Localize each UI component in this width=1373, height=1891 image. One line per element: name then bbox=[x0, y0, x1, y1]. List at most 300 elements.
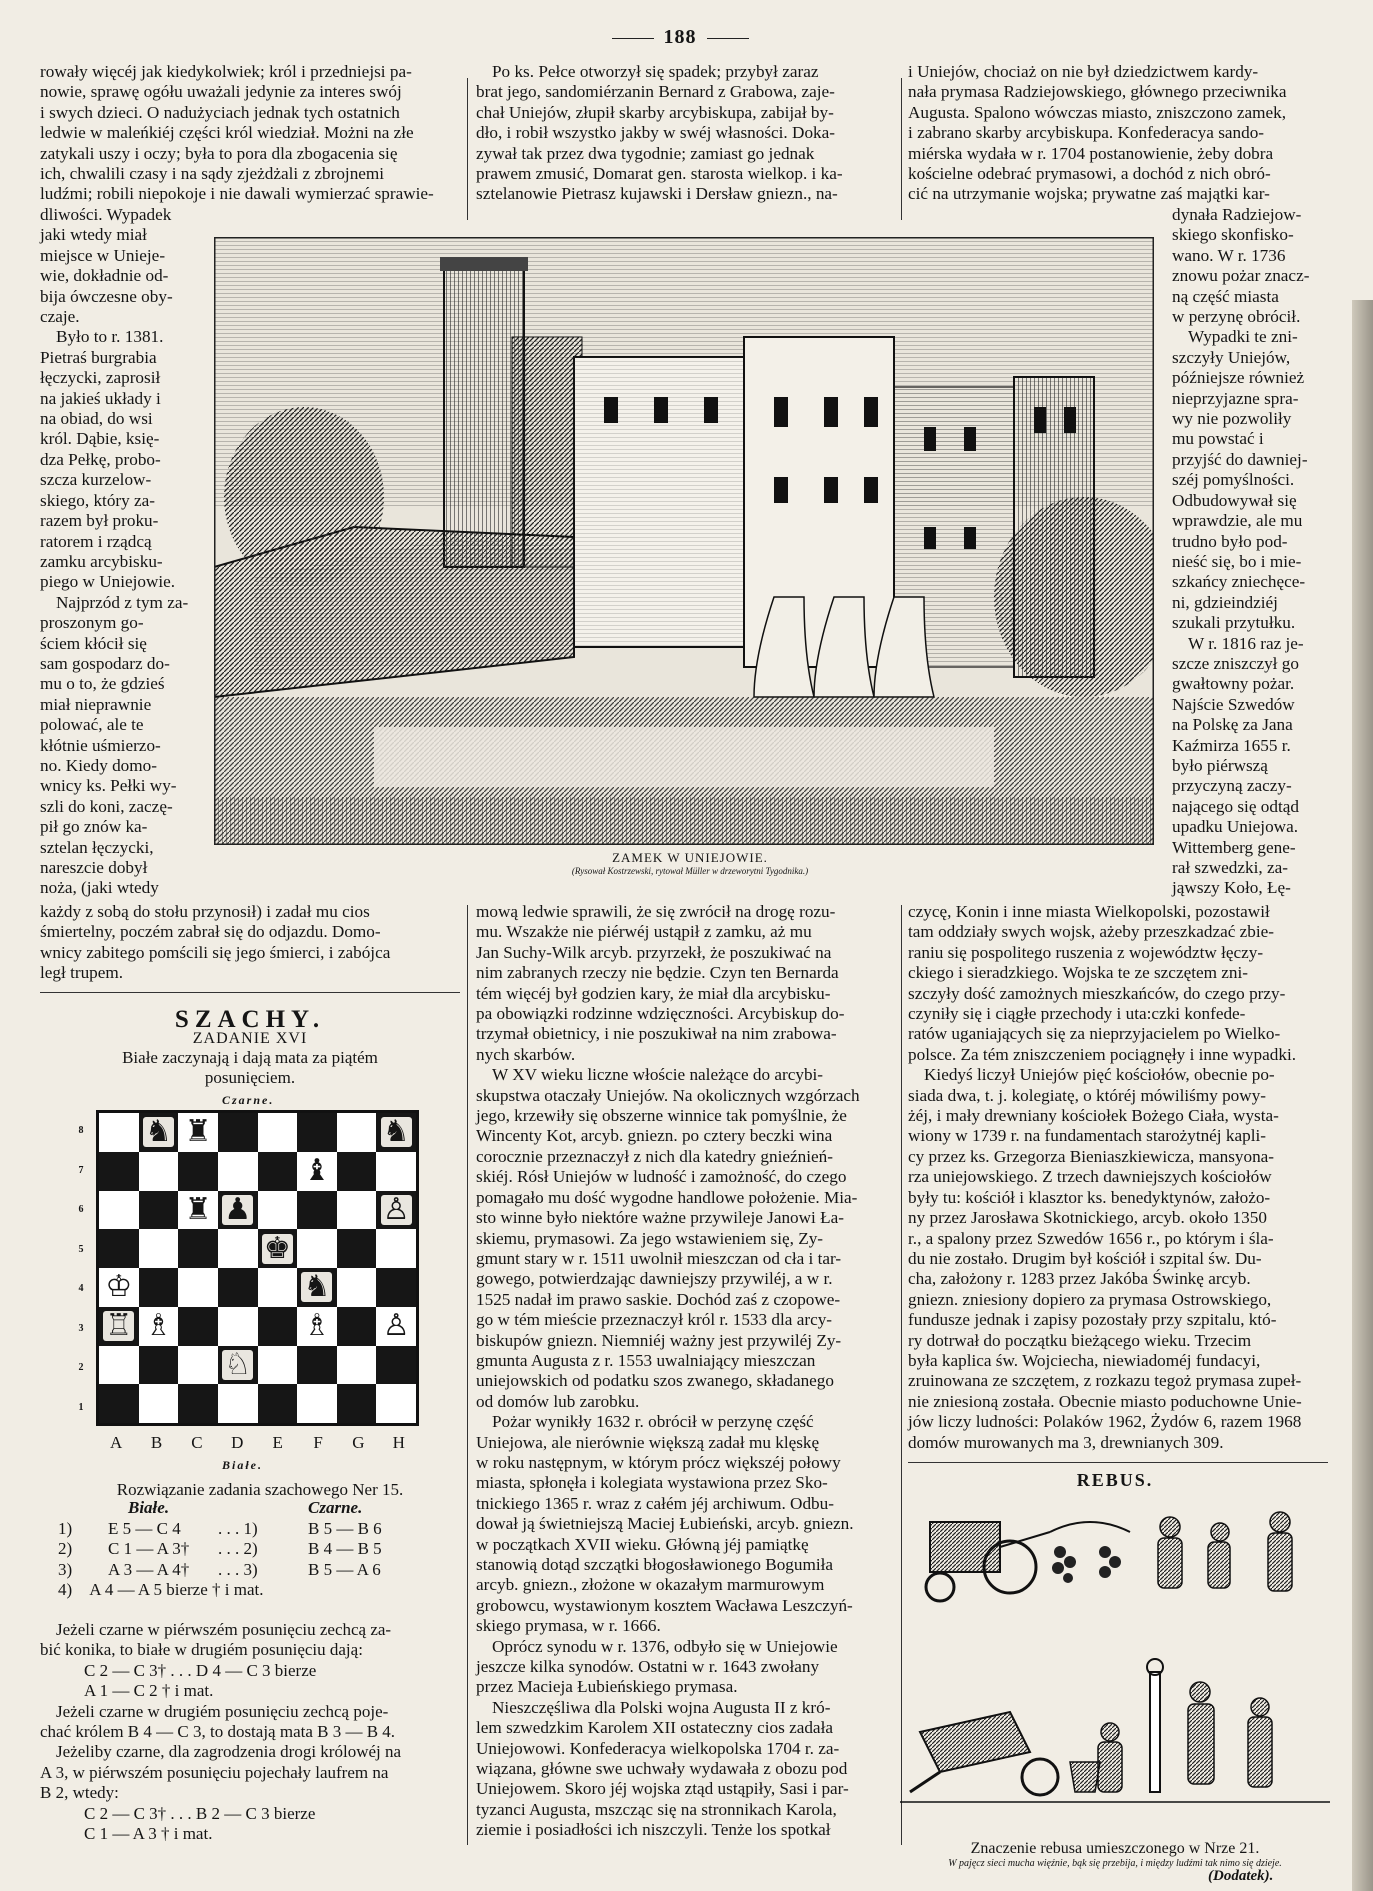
board-square bbox=[178, 1346, 218, 1385]
text-line: pa obowiązki rodzinne wdzięczności. Arcybiskup do- bbox=[476, 1004, 845, 1024]
text-line: ledwie w maleńkiéj części król wiedział. Możni na złe bbox=[40, 123, 414, 143]
text-line: razem był proku- bbox=[40, 511, 159, 531]
board-square bbox=[297, 1229, 337, 1268]
board-square bbox=[218, 1152, 258, 1191]
board-square bbox=[139, 1268, 179, 1307]
text-line: na jakieś układy i bbox=[40, 388, 161, 408]
left-narrow-column bbox=[40, 205, 206, 899]
text-line: nim zabranych rzeczy nie będzie. Czyn ten Bernarda bbox=[476, 963, 839, 983]
text-line: tyzanci Augusta, mszcząc się na stronnikach Karola, bbox=[476, 1799, 837, 1819]
text-line: mu o to, że gdzieś bbox=[40, 674, 165, 694]
move-row bbox=[58, 1519, 458, 1540]
board-square bbox=[218, 1113, 258, 1152]
text-line: czaje. bbox=[40, 307, 80, 327]
rank-label: 4 bbox=[78, 1283, 84, 1294]
text-line: dza Pełkę, probo- bbox=[40, 449, 161, 469]
text-line: śmiertelny, poczém zabrał się do odjazdu. Domo- bbox=[40, 922, 381, 942]
text-line: skiego, który za- bbox=[40, 490, 156, 510]
top-column-right bbox=[908, 62, 1326, 205]
right-narrow-column bbox=[1172, 205, 1328, 899]
text-line: szukali przytułku. bbox=[1172, 613, 1296, 633]
text-line: 1525 nadał im prawo saskie. Dochód zaś z czopowe- bbox=[476, 1289, 841, 1309]
text-line: mu. Wszakże nie piérwéj ustąpił z zamku, aż mu bbox=[476, 922, 812, 942]
chess-piece: ♗ bbox=[144, 1309, 172, 1343]
move-cell: B 4 — B 5 bbox=[308, 1539, 382, 1558]
file-label: H bbox=[392, 1433, 405, 1452]
board-square bbox=[178, 1191, 218, 1230]
board-square bbox=[258, 1229, 298, 1268]
board-square bbox=[99, 1229, 139, 1268]
text-line: ni, gdzieindziéj bbox=[1172, 592, 1278, 612]
text-line: skupstwa otaczały Uniejów. Na okolicznych wzgórzach bbox=[476, 1085, 860, 1105]
chess-piece: ♚ bbox=[263, 1231, 291, 1265]
move-cell: B 5 — B 6 bbox=[308, 1518, 382, 1538]
chess-piece: ♔ bbox=[105, 1270, 133, 1304]
text-line: przyczyną zaczy- bbox=[1172, 776, 1292, 796]
text-line: ziemie i posiadłości ich niszczyli. Tenże los spotkał bbox=[476, 1820, 831, 1840]
board-square bbox=[297, 1191, 337, 1230]
engraving-credit: (Rysował Kostrzewski, rytował Müller w drzeworytni Tygodnika.) bbox=[571, 866, 809, 876]
text-line: biskupów gniezn. Niemniéj ważny jest przywiléj Zy- bbox=[476, 1330, 842, 1350]
chess-problem-number: ZADANIE XVI bbox=[192, 1030, 308, 1047]
chess-piece: ♟ bbox=[224, 1192, 252, 1226]
board-square bbox=[218, 1384, 258, 1423]
board-square bbox=[218, 1268, 258, 1307]
board-square bbox=[258, 1346, 298, 1385]
text-line: Kiedyś liczył Uniejów pięć kościołów, obecnie po- bbox=[924, 1065, 1275, 1085]
move-cell: . . . 2) bbox=[218, 1539, 258, 1558]
board-square bbox=[258, 1268, 298, 1307]
text-line: mu powstać i bbox=[1172, 429, 1264, 449]
rank-label: 8 bbox=[78, 1125, 84, 1136]
right-column bbox=[908, 902, 1328, 1453]
text-line: chał Uniejów, złupił skarby arcybiskupa, zabijał by- bbox=[476, 102, 834, 122]
text-line: znowu pożar znacz- bbox=[1172, 266, 1310, 286]
text-line: skiemu, prymasowi. Za jego wstawieniem się, Zy- bbox=[476, 1228, 824, 1248]
text-line: Pietraś burgrabia bbox=[40, 347, 157, 367]
board-square bbox=[218, 1346, 258, 1385]
column-rule bbox=[467, 78, 468, 220]
text-line: cić na utrzymanie wojska; prywatne zaś majątki kar- bbox=[908, 184, 1270, 204]
move-cell bbox=[371, 1580, 459, 1601]
board-square bbox=[178, 1268, 218, 1307]
text-line: nającego się odtąd bbox=[1172, 796, 1299, 816]
text-line: Wittemberg gene- bbox=[1172, 837, 1296, 857]
text-line: trzymał obietnicy, i nie poszukiwał na nim zrabowa- bbox=[476, 1024, 837, 1044]
rebus-illustration bbox=[900, 1492, 1330, 1837]
middle-column bbox=[476, 902, 898, 1841]
board-square bbox=[297, 1113, 337, 1152]
solution-note-line: B 2, wtedy: bbox=[40, 1783, 119, 1803]
text-line: czycę, Konin i inne miasta Wielkopolski, pozostawił bbox=[908, 902, 1270, 921]
board-square bbox=[99, 1268, 139, 1307]
text-line: jaki wtedy miał bbox=[40, 225, 147, 245]
chess-problem-description bbox=[60, 1048, 440, 1088]
text-line: tam oddziały swych wojsk, ażeby przeszkadzać zbie- bbox=[908, 922, 1275, 942]
rank-label: 7 bbox=[78, 1164, 84, 1176]
board-square bbox=[258, 1384, 298, 1423]
text-line: gniezn. zniesiony dopiero za prymasa Ostrowskiego, bbox=[908, 1289, 1272, 1309]
text-line: wano. W r. 1736 bbox=[1172, 245, 1286, 265]
chess-piece: ♞ bbox=[144, 1115, 172, 1149]
board-square bbox=[258, 1191, 298, 1230]
text-line: ny przez Jarosława Skotnickiego, arcyb. około 1350 bbox=[908, 1208, 1267, 1228]
text-line: kościelne odebrać prymasowi, a dochód z nich obró- bbox=[908, 164, 1271, 184]
text-line: brat jego, sandomiérzanin Bernard z Grabowa, zaje- bbox=[476, 82, 835, 102]
board-square bbox=[258, 1307, 298, 1346]
file-label: F bbox=[313, 1433, 323, 1452]
white-side-label: Białe. bbox=[222, 1458, 263, 1472]
file-label: C bbox=[191, 1433, 203, 1452]
board-square bbox=[139, 1229, 179, 1268]
white-header: Białe. bbox=[128, 1498, 170, 1517]
board-square bbox=[337, 1346, 377, 1385]
text-line: ich, chwalili czasy i na sądy zjeżdżali z zbrojnemi bbox=[40, 164, 385, 184]
text-line: no. Kiedy domo- bbox=[40, 755, 157, 775]
chess-solution-notes bbox=[40, 1620, 462, 1844]
board-square bbox=[376, 1152, 416, 1191]
text-line: raniu się pospolitego ruszenia z województw łęczy- bbox=[908, 942, 1264, 962]
board-square bbox=[99, 1346, 139, 1385]
top-column-left bbox=[40, 62, 460, 205]
board-square bbox=[99, 1191, 139, 1230]
text-line: legł trupem. bbox=[40, 963, 124, 983]
chess-piece: ♜ bbox=[184, 1115, 212, 1149]
chess-piece: ♙ bbox=[382, 1192, 410, 1226]
text-line: było piérwszą bbox=[1172, 755, 1268, 775]
text-line: Uniejowowi. Konfederacya wielkopolska 1704 r. za- bbox=[476, 1738, 840, 1758]
text-line: rza uniejowskiego. Z trzech dawniejszych kościołów bbox=[908, 1167, 1272, 1187]
text-line: król. Dąbie, księ- bbox=[40, 429, 160, 449]
text-line: wnicy zabitego pomścili się jego śmierci, i zabójca bbox=[40, 942, 391, 962]
solution-note-line: A 1 — C 2 † i mat. bbox=[84, 1681, 214, 1701]
text-line: miérska wydała w r. 1704 postanowienie, żeby dobra bbox=[908, 143, 1274, 163]
text-line: jów liczy ludności: Polaków 1962, Żydów 6, razem 1968 bbox=[908, 1412, 1302, 1432]
moves-header bbox=[58, 1498, 458, 1519]
board-square bbox=[178, 1229, 218, 1268]
board-square bbox=[139, 1307, 179, 1346]
column-rule bbox=[467, 905, 468, 1845]
text-line: wnicy ks. Pełki wy- bbox=[40, 776, 177, 796]
solution-note-line: C 2 — C 3† . . . D 4 — C 3 bierze bbox=[84, 1660, 317, 1680]
text-line: Wincenty Kot, arcyb. gniezn. po cztery beczki wina bbox=[476, 1126, 833, 1146]
solution-note-line: Jeżeli czarne w drugiém posunięciu zechcą poje- bbox=[56, 1701, 389, 1721]
text-line: kłótnie uśmierzo- bbox=[40, 735, 161, 755]
text-line: go w tém mieście przeznaczył król r. 1533 dla arcy- bbox=[476, 1310, 833, 1330]
board-square bbox=[139, 1113, 179, 1152]
text-line: szkańcy zniechęce- bbox=[1172, 572, 1306, 592]
text-line: w perzynę obrócił. bbox=[1172, 307, 1301, 327]
left-column-continuation bbox=[40, 902, 460, 984]
chess-desc-line: posunięciem. bbox=[204, 1068, 296, 1087]
text-line: gowego, potwierdzając dawniejszy przywiléj, a w r. bbox=[476, 1269, 833, 1289]
text-line: W r. 1816 raz je- bbox=[1188, 633, 1304, 653]
text-line: sztelanowie Pietrasz kujawski i Dersław gniezn., na- bbox=[476, 184, 838, 204]
text-line: nieprzyjazne spra- bbox=[1172, 388, 1299, 408]
chess-piece: ♗ bbox=[303, 1309, 331, 1343]
file-label: B bbox=[150, 1433, 163, 1452]
text-line: Było to r. 1381. bbox=[56, 327, 164, 347]
text-line: zywał tak przez dwa tygodnie; zamiast go jednak bbox=[476, 143, 815, 163]
text-line: nała prymasa Radziejowskiego, głównego przeciwnika bbox=[908, 82, 1287, 102]
chess-piece: ♞ bbox=[382, 1115, 410, 1149]
text-line: domów murowanych ma 3, drewnianych 309. bbox=[908, 1432, 1224, 1452]
text-line: upadku Uniejowa. bbox=[1172, 817, 1299, 837]
chess-desc-line: Białe zaczynają i dają mata za piątém bbox=[122, 1048, 378, 1067]
file-label: E bbox=[272, 1433, 283, 1452]
text-line: była kaplica św. Wojciecha, niewiadoméj fundacyi, bbox=[908, 1350, 1261, 1370]
text-line: i Uniejów, chociaż on nie był dziedzictwem kardy- bbox=[908, 62, 1259, 81]
file-label: A bbox=[110, 1433, 123, 1452]
text-line: rowały więcéj jak kiedykolwiek; król i przedniejsi pa- bbox=[40, 62, 412, 81]
castle-engraving bbox=[214, 237, 1154, 845]
text-line: tnickiego 1365 r. wraz z całém jéj archiwum. Odbu- bbox=[476, 1493, 834, 1513]
text-line: Nieszczęśliwa dla Polski wojna Augusta II z kró- bbox=[492, 1697, 831, 1717]
text-line: Najście Szwedów bbox=[1172, 694, 1295, 714]
file-label: G bbox=[352, 1433, 365, 1452]
rank-label: 1 bbox=[78, 1401, 84, 1413]
text-line: na Polskę za Jana bbox=[1172, 715, 1293, 735]
board-square bbox=[337, 1229, 377, 1268]
text-line: w początkach XVII wieku. Główną jéj pamiątkę bbox=[476, 1534, 809, 1554]
text-line: mową ledwie sprawili, że się zwrócił na drogę rozu- bbox=[476, 902, 836, 921]
board-square bbox=[376, 1191, 416, 1230]
text-line: i swych dzieci. O nadużyciach jednak tych ostatnich bbox=[40, 102, 400, 122]
text-line: nowie, sprawę ogółu uważali jedynie za interes swój bbox=[40, 82, 402, 102]
text-line: trudno było pod- bbox=[1172, 531, 1288, 551]
text-line: tém więcéj był godzien kary, że miał dla arcybisku- bbox=[476, 983, 831, 1003]
move-cell: 4) bbox=[58, 1580, 73, 1599]
rank-label: 6 bbox=[78, 1204, 84, 1215]
text-line: Po ks. Pełce otworzył się spadek; przybył zaraz bbox=[492, 62, 819, 81]
rebus-answer: W pajęcz sieci mucha więźnie, bąk się przebija, i między ludźmi tak nimo się dzieje. bbox=[948, 1858, 1282, 1869]
text-line: były tu: kościół i klasztor ks. benedyktynów, założo- bbox=[908, 1187, 1271, 1207]
board-square bbox=[218, 1307, 258, 1346]
file-label: D bbox=[231, 1433, 244, 1452]
text-line: szczyły Uniejów, bbox=[1172, 347, 1291, 367]
rebus-caption: Znaczenie rebusa umieszczonego w Nrze 21. bbox=[970, 1840, 1260, 1857]
chess-piece: ♞ bbox=[303, 1270, 331, 1304]
board-square bbox=[337, 1191, 377, 1230]
text-line: Augusta. Spalono wówczas miasto, zniszczono zamek, bbox=[908, 102, 1287, 122]
solution-note-line: bić konika, to białe w drugiém posunięciu dają: bbox=[40, 1640, 363, 1660]
text-line: polsce. Za tém zniszczeniem pociągnęły i inne wypadki. bbox=[908, 1044, 1297, 1064]
text-line: ry dotrwał do początku bieżącego wieku. Trzecim bbox=[908, 1330, 1252, 1350]
text-line: szli do koni, zaczę- bbox=[40, 796, 173, 816]
text-line: stanowią dotąd szczątki błogosławionego Bogumiła bbox=[476, 1555, 834, 1574]
solution-note-line: C 2 — C 3† . . . B 2 — C 3 bierze bbox=[84, 1803, 316, 1823]
text-line: szcze zniszczył go bbox=[1172, 653, 1299, 673]
text-line: przyjść do dawniej- bbox=[1172, 449, 1308, 469]
text-line: żéj, i mały drewniany kościołek Bożego Ciała, wysta- bbox=[908, 1106, 1279, 1126]
solution-note-line: Jeżeli czarne w piérwszém posunięciu zechcą za- bbox=[56, 1620, 392, 1639]
text-line: dował ją świetniejszą Maciej Łubieński, arcyb. gniezn. bbox=[476, 1514, 854, 1534]
page-number: 188 bbox=[600, 26, 760, 49]
board-square bbox=[99, 1307, 139, 1346]
text-line: corocznie przeznaczył z nich dla katedry gnieźnień- bbox=[476, 1146, 833, 1166]
board-square bbox=[99, 1113, 139, 1152]
text-line: łęczycki, zaprosił bbox=[40, 368, 161, 388]
text-line: arcyb. gniezn., złożone w okazałym marmurowym bbox=[476, 1575, 825, 1595]
text-line: zatykali uszy i oczy; była to pora dla zbogacenia się bbox=[40, 143, 398, 163]
text-line: późniejsze również bbox=[1172, 368, 1305, 388]
board-square bbox=[139, 1346, 179, 1385]
text-line: ludźmi; robili niepokoje i nie dawali wymierzać sprawie- bbox=[40, 184, 434, 204]
text-line: pomagało mu dość wygodne handlowe położenie. Mia- bbox=[476, 1187, 858, 1207]
text-line: r., a spalony przez Szwedów 1656 r., po którym i śla- bbox=[908, 1228, 1274, 1248]
board-square bbox=[337, 1307, 377, 1346]
move-cell: E 5 — C 4 bbox=[108, 1518, 181, 1538]
text-line: proszonym go- bbox=[40, 613, 144, 633]
board-square bbox=[337, 1268, 377, 1307]
chess-piece: ♖ bbox=[105, 1309, 133, 1343]
text-line: Wypadki te zni- bbox=[1188, 327, 1298, 347]
chess-piece: ♙ bbox=[382, 1309, 410, 1343]
board-square bbox=[139, 1191, 179, 1230]
text-line: skiego prymasa, w r. 1666. bbox=[476, 1616, 661, 1636]
column-rule bbox=[901, 78, 902, 220]
text-line: du nie zostało. Drugim był kościół i szpital św. Du- bbox=[908, 1248, 1262, 1268]
solution-note-line: C 1 — A 3 † i mat. bbox=[84, 1824, 213, 1844]
text-line: bija ówczesne oby- bbox=[40, 286, 173, 306]
chess-board bbox=[96, 1110, 419, 1426]
text-line: od domów lub zarobku. bbox=[476, 1391, 640, 1411]
board-square bbox=[376, 1268, 416, 1307]
text-line: miał nieprawnie bbox=[40, 694, 152, 714]
text-line: ratorem i rządcą bbox=[40, 531, 152, 551]
text-line: dynała Radziejow- bbox=[1172, 205, 1302, 224]
text-line: prawem zmusić, Domarat gen. starosta wielkop. i ka- bbox=[476, 164, 843, 184]
text-line: miasta, spłonęła i kolegiata wystawiona przez Sko- bbox=[476, 1473, 828, 1493]
board-square bbox=[376, 1346, 416, 1385]
text-line: cy przez ks. Grzegorza Bieniaszkiewicza, mansyona- bbox=[908, 1146, 1275, 1166]
text-line: wprawdzie, ale mu bbox=[1172, 511, 1303, 531]
chess-solution-title: Rozwiązanie zadania szachowego Ner 15. bbox=[116, 1480, 404, 1499]
rank-label: 3 bbox=[78, 1322, 84, 1334]
text-line: pił go znów ka- bbox=[40, 817, 148, 837]
page-edge-shadow bbox=[1352, 300, 1373, 1891]
text-line: W XV wieku liczne włoście należące do arcybi- bbox=[492, 1065, 824, 1085]
move-row bbox=[58, 1560, 458, 1581]
board-square bbox=[178, 1152, 218, 1191]
chess-piece: ♜ bbox=[184, 1192, 212, 1226]
text-line: sam gospodarz do- bbox=[40, 653, 170, 673]
board-square bbox=[297, 1268, 337, 1307]
move-cell: 1) bbox=[58, 1518, 73, 1538]
text-line: Jan Suchy-Wilk arcyb. przyrzekł, że poszukiwać na bbox=[476, 942, 832, 962]
text-line: nareszcie dobył bbox=[40, 858, 148, 877]
text-line: Odbudowywał się bbox=[1172, 490, 1297, 510]
text-line: skiego skonfisko- bbox=[1172, 225, 1294, 245]
board-square bbox=[178, 1384, 218, 1423]
text-line: skiéj. Rósł Uniejów w ludność i zamożność, do czego bbox=[476, 1167, 847, 1187]
text-line: Pożar wynikły 1632 r. obrócił w perzynę część bbox=[492, 1412, 814, 1432]
file-labels bbox=[96, 1433, 419, 1453]
text-line: siada dwa, t. j. kolegiatę, o któréj mówiliśmy powy- bbox=[908, 1085, 1267, 1105]
text-line: Oprócz synodu w r. 1376, odbyło się w Uniejowie bbox=[492, 1636, 838, 1656]
solution-note-line: chać królem B 4 — C 3, to dostają mata B 3 — B 4. bbox=[40, 1722, 396, 1742]
board-square bbox=[376, 1307, 416, 1346]
move-row bbox=[58, 1539, 458, 1560]
black-side-label: Czarne. bbox=[222, 1093, 275, 1107]
board-square bbox=[337, 1113, 377, 1152]
board-square bbox=[139, 1384, 179, 1423]
text-line: gmunta Augusta z r. 1553 uwalniający mieszczan bbox=[476, 1350, 816, 1370]
black-header: Czarne. bbox=[308, 1498, 363, 1517]
text-line: zruinowana ze szczętem, z rozkazu tegoż prymasa zupeł- bbox=[908, 1371, 1302, 1391]
board-square bbox=[297, 1307, 337, 1346]
board-square bbox=[337, 1152, 377, 1191]
text-line: dliwości. Wypadek bbox=[40, 205, 172, 224]
text-line: szcza kurzelow- bbox=[40, 470, 152, 490]
text-line: ściem kłócił się bbox=[40, 633, 147, 653]
text-line: nych skarbów. bbox=[476, 1044, 576, 1064]
text-line: w roku następnym, w którym prócz większéj połowy bbox=[476, 1452, 841, 1472]
move-cell: A 3 — A 4† bbox=[108, 1559, 190, 1579]
section-divider bbox=[908, 1462, 1328, 1463]
engraving-caption: ZAMEK W UNIEJOWIE. bbox=[612, 850, 768, 865]
move-cell: . . . 3) bbox=[218, 1559, 258, 1579]
move-cell bbox=[314, 1580, 370, 1601]
rank-label: 2 bbox=[78, 1362, 84, 1373]
board-square bbox=[258, 1152, 298, 1191]
board-square bbox=[258, 1113, 298, 1152]
board-square bbox=[218, 1229, 258, 1268]
rebus-title: REBUS. bbox=[1076, 1470, 1154, 1490]
board-square bbox=[99, 1384, 139, 1423]
text-line: piego w Uniejowie. bbox=[40, 572, 176, 592]
text-line: noża, (jaki wtedy bbox=[40, 878, 159, 898]
text-line: jeszcze kilka synodów. Ostatni w r. 1643 zwołany bbox=[476, 1657, 820, 1677]
board-square bbox=[139, 1152, 179, 1191]
text-line: grobowcu, wystawionym kosztem Wacława Leszczyń- bbox=[476, 1595, 853, 1615]
text-line: gwałtowny pożar. bbox=[1172, 674, 1295, 694]
chess-piece: ♝ bbox=[303, 1154, 331, 1188]
board-square bbox=[297, 1384, 337, 1423]
move-cell: A 4 — A 5 bierze † i mat. bbox=[89, 1580, 264, 1599]
move-cell: 2) bbox=[58, 1539, 73, 1558]
text-line: wiony w 1739 r. na fundamentach starożytnéj kapli- bbox=[908, 1126, 1266, 1146]
text-line: sztelan łęczycki, bbox=[40, 837, 154, 857]
solution-note-line: A 3, w piérwszém posunięciu pojechały laufrem na bbox=[40, 1762, 389, 1782]
text-line: nieść się, bo i mie- bbox=[1172, 551, 1302, 571]
top-column-middle bbox=[476, 62, 898, 205]
text-line: przez Macieja Łubieńskiego prymasa. bbox=[476, 1677, 738, 1697]
board-square bbox=[337, 1384, 377, 1423]
board-square bbox=[218, 1191, 258, 1230]
text-line: czyniły się i ciągłe przechody i uta:czki konfede- bbox=[908, 1004, 1246, 1024]
chess-section-title: SZACHY. bbox=[174, 1006, 326, 1033]
solution-note-line: Jeżeliby czarne, dla zagrodzenia drogi królowéj na bbox=[56, 1742, 402, 1762]
text-line: wiązana, główne swe uchwały wydawała z obozu pod bbox=[476, 1759, 848, 1779]
text-line: Kaźmirza 1655 r. bbox=[1172, 735, 1291, 755]
text-line: cha, założony r. 1283 przez Jakóba Świnkę arcyb. bbox=[908, 1269, 1251, 1289]
text-line: Uniejowem. Skoro jéj wojska ztąd ustąpiły, Sasi i par- bbox=[476, 1779, 849, 1799]
text-line: ckiego i sieradzkiego. Wojska te ze szczętem zni- bbox=[908, 963, 1248, 983]
text-line: lem szwedzkim Karolem XII ostateczny cios zadała bbox=[476, 1718, 833, 1738]
move-cell: . . . 1) bbox=[218, 1518, 258, 1538]
text-line: ratów uganiających się za nieprzyjacielem po Wielko- bbox=[908, 1024, 1281, 1044]
text-line: fundusze jednak i zapisy pozostały przy szpitalu, któ- bbox=[908, 1310, 1277, 1330]
text-line: na obiad, do wsi bbox=[40, 409, 153, 429]
board-square bbox=[99, 1152, 139, 1191]
text-line: jąwszy Koło, Łę- bbox=[1172, 878, 1291, 898]
text-line: Uniejowa, ale nierównie większą zadał mu klęskę bbox=[476, 1432, 820, 1452]
supplement-note: (Dodatek). bbox=[1208, 1868, 1274, 1884]
text-line: rał szwedzki, za- bbox=[1172, 858, 1288, 877]
move-cell: 3) bbox=[58, 1559, 73, 1579]
text-line: Najprzód z tym za- bbox=[56, 592, 189, 612]
